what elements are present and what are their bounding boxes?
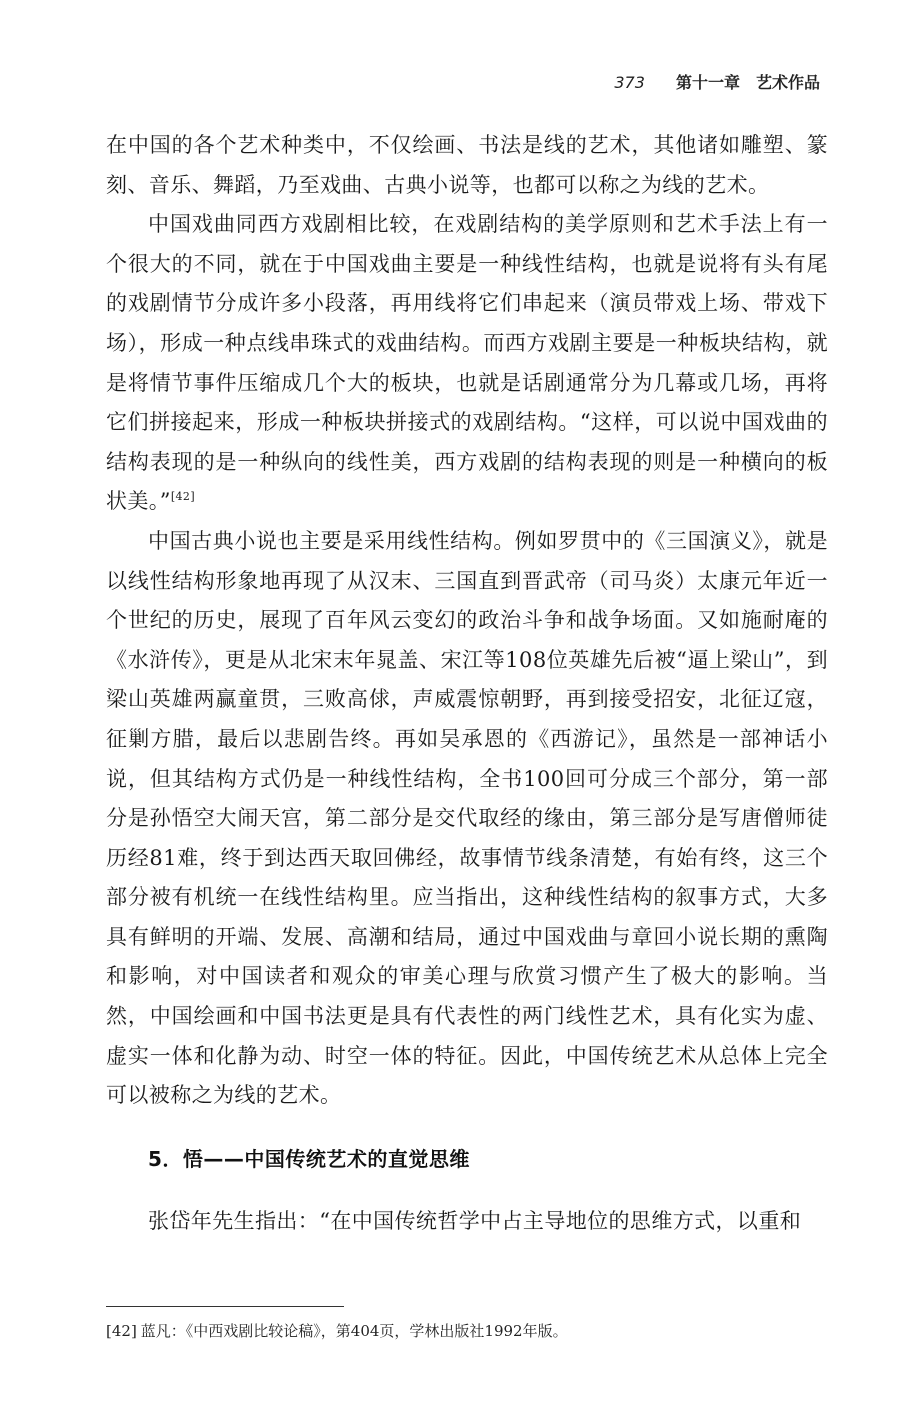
body-text [106, 126, 828, 1116]
paragraph-1-text: 在中国的各个艺术种类中，不仅绘画、书法是线的艺术，其他诸如雕塑、篆刻、音乐、舞蹈，乃至戏曲、古典小说等，也都可以称之为线的艺术。 [106, 133, 828, 197]
paragraph-3-text: 中国古典小说也主要是采用线性结构。例如罗贯中的《三国演义》，就是以线性结构形象地再现了从汉末、三国直到晋武帝（司马炎）太康元年近一个世纪的历史，展现了百年风云变幻的政治斗争和战争场面。又如施耐庵的《水浒传》，更是从北宋末年晁盖、宋江等108位英雄先后被“逼上梁山”，到梁山英雄两赢童贯，三败高俅，声威震惊朝野，再到接受招安，北征辽寇，征剿方腊，最后以悲剧告终。再如吴承恩的《西游记》，虽然是一部神话小说，但其结构方式仍是一种线性结构，全书100回可分成三个部分，第一部分是孙悟空大闹天宫，第二部分是交代取经的缘由，第三部分是写唐僧师徒历经81难，终于到达西天取回佛经，故事情节线条清楚，有始有终，这三个部分被有机统一在线性结构里。应当指出，这种线性结构的叙事方式，大多具有鲜明的开端、发展、高潮和结局，通过中国戏曲与章回小说长期的熏陶和影响，对中国读者和观众的审美心理与欣赏习惯产生了极大的影响。当然，中国绘画和中国书法更是具有代表性的两门线性艺术，具有化实为虚、虚实一体和化静为动、时空一体的特征。因此，中国传统艺术从总体上完全可以被称之为线的艺术。 [106, 528, 828, 1108]
footnote-text: 蓝凡：《中西戏剧比较论稿》，第404页，学林出版社1992年版。 [140, 1322, 568, 1340]
section-heading: 5．悟——中国传统艺术的直觉思维 [148, 1147, 470, 1171]
paragraph-1 [106, 126, 828, 205]
footnote [106, 1320, 568, 1341]
chapter-title: 第十一章 艺术作品 [675, 73, 820, 92]
footnote-reference[interactable]: [42] [170, 490, 196, 504]
paragraph-4 [106, 1202, 828, 1242]
running-head [614, 70, 820, 93]
paragraph-3 [106, 522, 828, 1116]
paragraph-2 [106, 205, 828, 522]
footnote-marker: [42] [106, 1322, 137, 1340]
page-number: 373 [614, 73, 645, 92]
footnote-divider [106, 1306, 344, 1307]
paragraph-4-text: 张岱年先生指出：“在中国传统哲学中占主导地位的思维方式，以重和 [148, 1209, 802, 1233]
paragraph-2-text: 中国戏曲同西方戏剧相比较，在戏剧结构的美学原则和艺术手法上有一个很大的不同，就在于中国戏曲主要是一种线性结构，也就是说将有头有尾的戏剧情节分成许多小段落，再用线将它们串起来（演员带戏上场、带戏下场），形成一种点线串珠式的戏曲结构。而西方戏剧主要是一种板块结构，就是将情节事件压缩成几个大的板块，也就是话剧通常分为几幕或几场，再将它们拼接起来，形成一种板块拼接式的戏剧结构。“这样，可以说中国戏曲的结构表现的是一种纵向的线性美，西方戏剧的结构表现的则是一种横向的板状美。” [106, 212, 828, 514]
